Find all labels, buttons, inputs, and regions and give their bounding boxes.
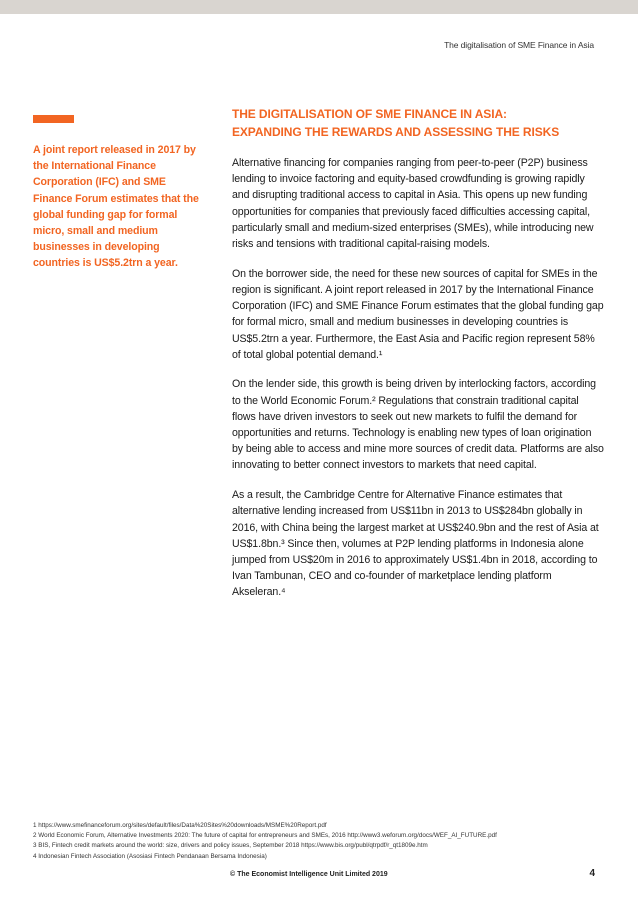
paragraph-1: Alternative financing for companies ranging from peer-to-peer (P2P) business lending to invoice factoring and equity-based crowdfunding is growing rapidly and disrupting traditional access to capital in Asia. This opens up new funding opportunities for companies that previously faced difficulties accessing capital, particularly small and medium-sized enterprises (SMEs), while introducing new risks and tensions with traditional capital-raising models. [232, 157, 594, 251]
sidebar-pull-quote: A joint report released in 2017 by the International Finance Corporation (IFC) and SME Finance Forum estimates that the global funding gap for formal micro, small and medium businesses in developing countries is US$5.2trn a year. [33, 144, 199, 270]
paragraph-3: On the lender side, this growth is being driven by interlocking factors, according to the World Economic Forum.² Regulations that constrain traditional capital flows have driven investors to seek out new markets to fulfil the demand for opportunities and returns. Technology is enabling new types of loan origination by being able to access and mine more sources of credit data. Platforms are also innovating to better connect investors to markets that need capital. [232, 378, 604, 472]
footnote-4: 4 Indonesian Fintech Association (Asosiasi Fintech Pendanaan Bersama Indonesia) [33, 852, 267, 860]
article-body [232, 105, 604, 614]
top-band [0, 0, 638, 14]
footnote-2: 2 World Economic Forum, Alternative Investments 2020: The future of capital for entrepreneurs and SMEs, 2016 http://www3.weforum.org/docs/WEF_AI_FUTURE.pdf [33, 832, 497, 840]
copyright-notice: © The Economist Intelligence Unit Limited 2019 [230, 871, 388, 878]
footnote-3: 3 BIS, Fintech credit markets around the world: size, drivers and policy issues, September 2018 https://www.bis.org/publ/qtrpdf/r_qt1809e.htm [33, 842, 428, 850]
article-title-line-2: EXPANDING THE REWARDS AND ASSESSING THE RISKS [232, 125, 560, 139]
footnotes [33, 821, 623, 862]
running-header: The digitalisation of SME Finance in Asia [444, 40, 594, 50]
footnote-1: 1 https://www.smefinanceforum.org/sites/default/files/Data%20Sites%20downloads/MSME%20Report.pdf [33, 822, 327, 829]
article-title-line-1: THE DIGITALISATION OF SME FINANCE IN ASIA: [232, 107, 507, 121]
article-title [232, 105, 604, 141]
page-number: 4 [589, 868, 595, 879]
paragraph-4: As a result, the Cambridge Centre for Alternative Finance estimates that alternative lending increased from US$11bn in 2013 to US$284bn globally in 2016, with China being the largest market at US$240.9bn and the rest of Asia at US$1.8bn.³ Since then, volumes at P2P lending platforms in Indonesia alone jumped from US$20m in 2016 to approximately US$1.4bn in 2018, according to Ivan Tambunan, CEO and co-founder of marketplace lending platform Akseleran.⁴ [232, 489, 599, 599]
accent-bar [33, 115, 74, 123]
paragraph-2: On the borrower side, the need for these new sources of capital for SMEs in the region is significant. A joint report released in 2017 by the International Finance Corporation (IFC) and SME Finance Forum estimates that the global funding gap for formal micro, small and medium businesses in developing countries is US$5.2trn a year. Furthermore, the East Asia and Pacific region represent 58% of total global potential demand.¹ [232, 267, 604, 361]
